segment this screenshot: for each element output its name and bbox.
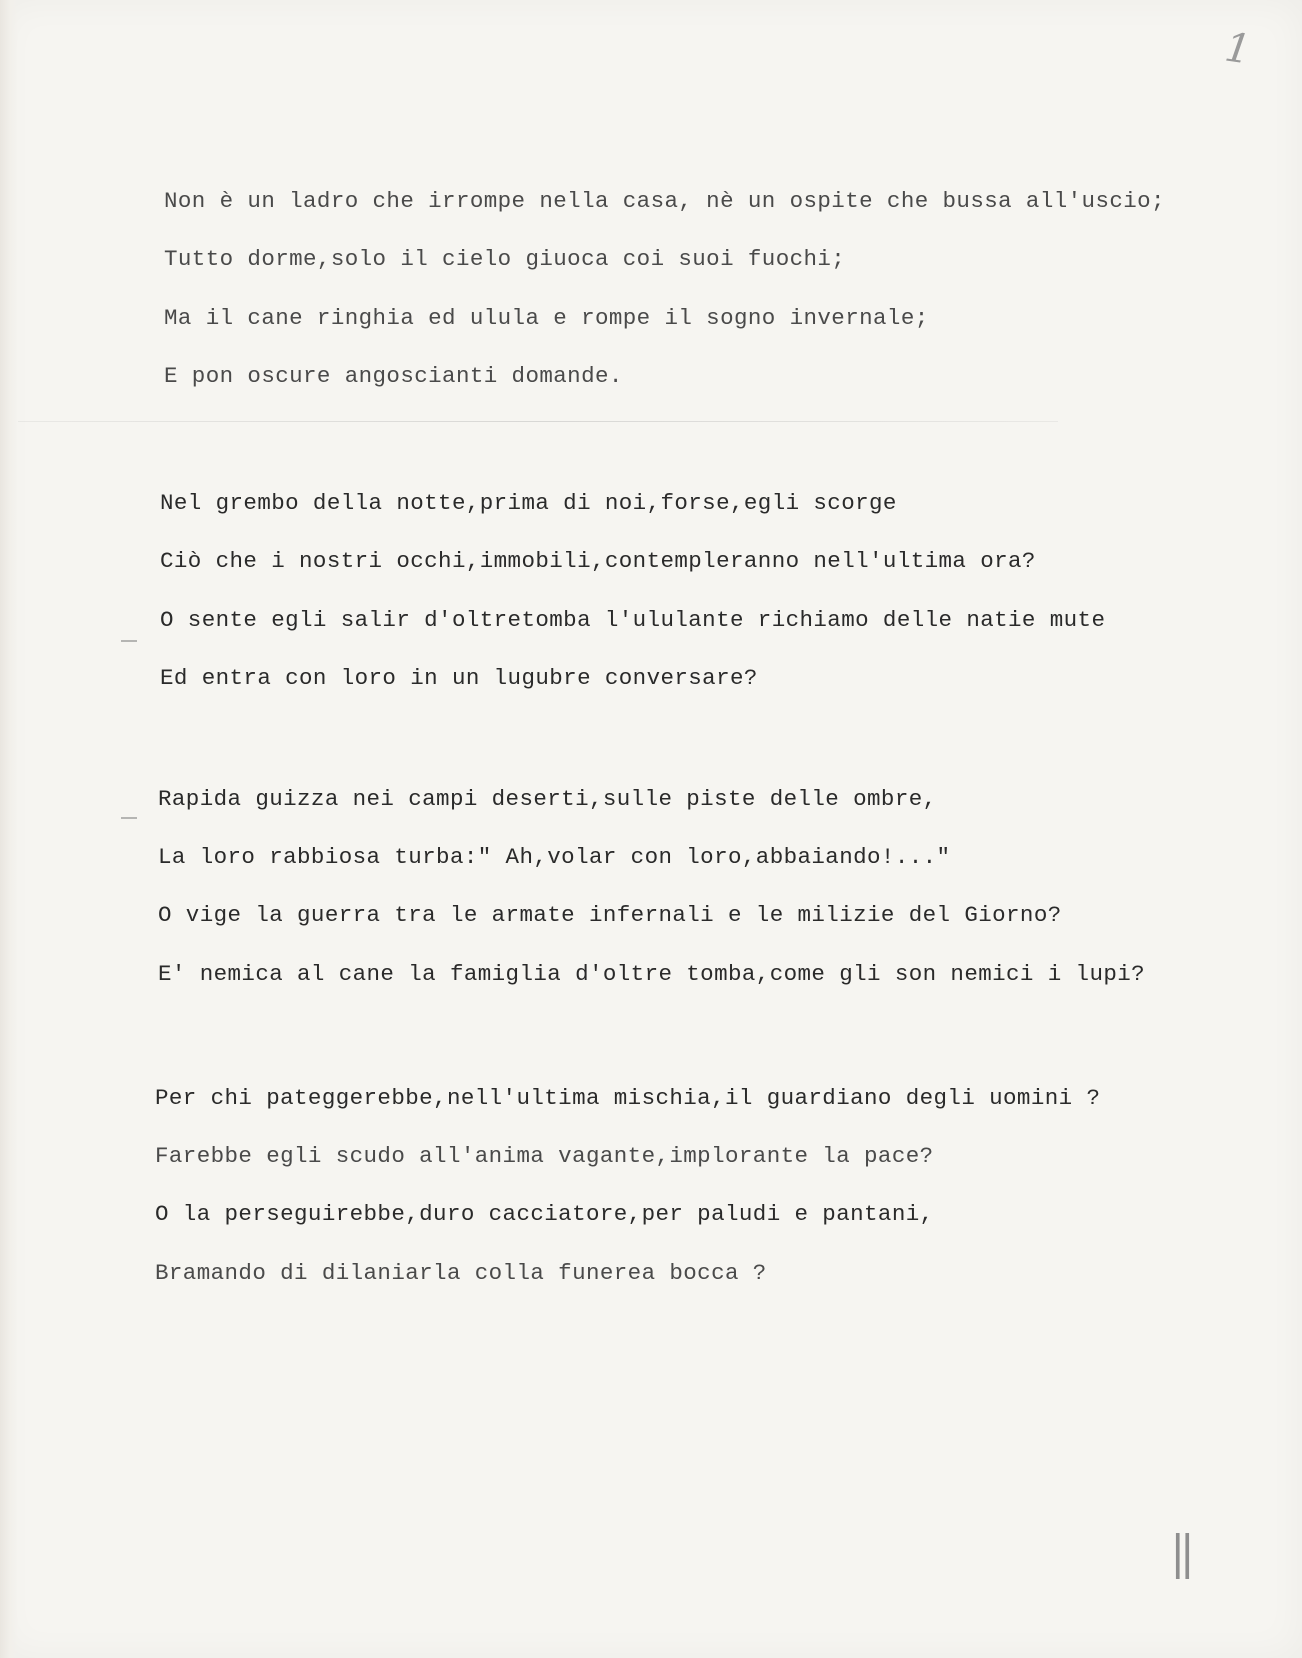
poem-line: Ma il cane ringhia ed ulula e rompe il sogno invernale; xyxy=(164,305,929,331)
poem-line: O vige la guerra tra le armate infernali e le milizie del Giorno? xyxy=(158,902,1062,928)
poem-line: E' nemica al cane la famiglia d'oltre tomba,come gli son nemici i lupi? xyxy=(158,961,1146,987)
poem-line: Ed entra con loro in un lugubre conversare? xyxy=(160,665,758,691)
poem-line: Per chi pateggerebbe,nell'ultima mischia,il guardiano degli uomini ? xyxy=(155,1085,1101,1111)
handwritten-mark: || xyxy=(1170,1525,1189,1579)
poem-line: La loro rabbiosa turba:" Ah,volar con loro,abbaiando!..." xyxy=(158,844,951,870)
poem-line: O sente egli salir d'oltretomba l'ululante richiamo delle natie mute xyxy=(160,607,1106,633)
page-number: 1 xyxy=(1221,24,1254,74)
poem-line: Bramando di dilaniarla colla funerea bocca ? xyxy=(155,1260,767,1286)
poem-line: E pon oscure angoscianti domande. xyxy=(164,363,623,389)
poem-line: Nel grembo della notte,prima di noi,forse,egli scorge xyxy=(160,490,897,516)
poem-line: O la perseguirebbe,duro cacciatore,per paludi e pantani, xyxy=(155,1201,934,1227)
poem-line: Rapida guizza nei campi deserti,sulle piste delle ombre, xyxy=(158,786,937,812)
poem-line: Farebbe egli scudo all'anima vagante,implorante la pace? xyxy=(155,1143,934,1169)
poem-line: Tutto dorme,solo il cielo giuoca coi suoi fuochi; xyxy=(164,246,846,272)
poem-line: Non è un ladro che irrompe nella casa, nè un ospite che bussa all'uscio; xyxy=(164,188,1165,214)
poem-line: Ciò che i nostri occhi,immobili,contempleranno nell'ultima ora? xyxy=(160,548,1036,574)
